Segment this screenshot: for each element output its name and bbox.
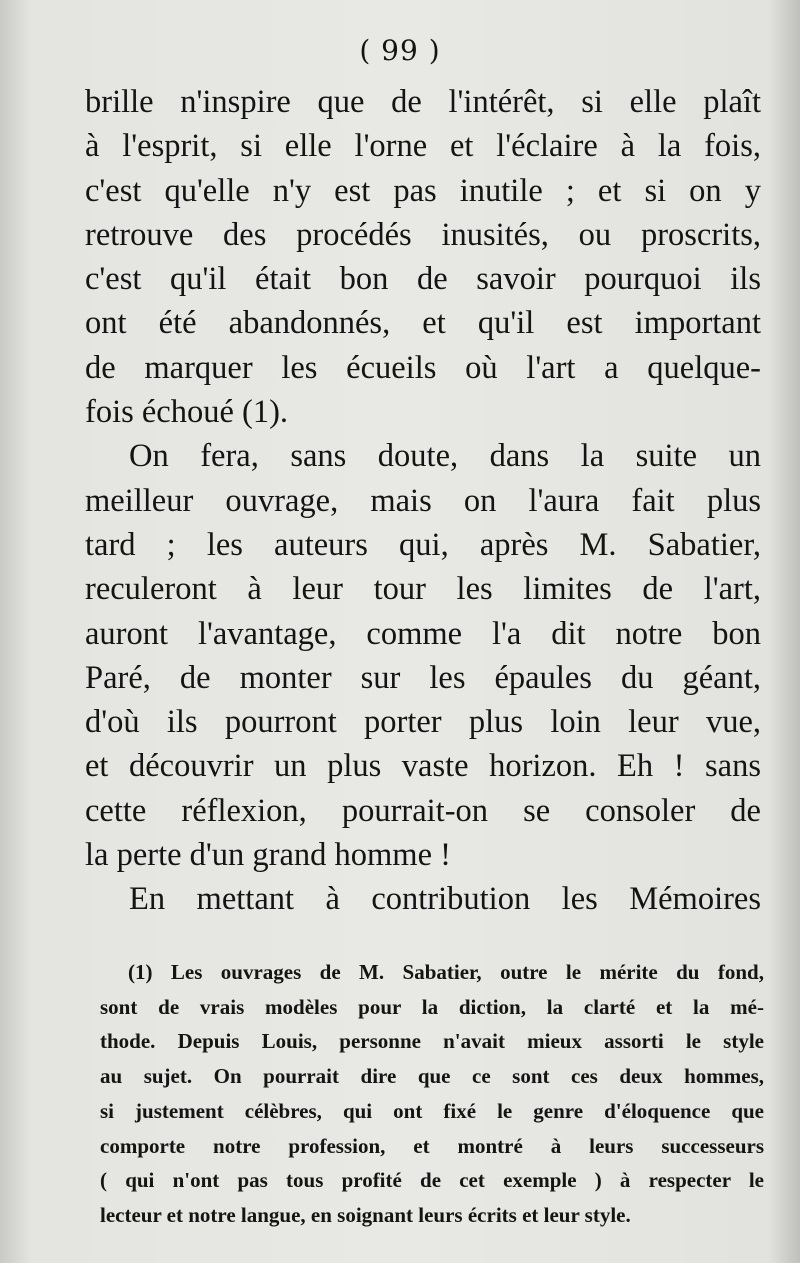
body-text bbox=[85, 80, 761, 922]
footnote bbox=[100, 955, 764, 1233]
text-line: On fera, sans doute, dans la suite un bbox=[129, 438, 761, 475]
text-line: ont été abandonnés, et qu'il est important bbox=[85, 305, 761, 342]
paragraph-1 bbox=[85, 80, 761, 434]
text-line: à l'esprit, si elle l'orne et l'éclaire à la fois, bbox=[85, 128, 761, 165]
text-line: fois échoué (1). bbox=[85, 394, 289, 431]
text-line: cette réflexion, pourrait-on se consoler de bbox=[85, 792, 761, 829]
text-line: c'est qu'elle n'y est pas inutile ; et si on y bbox=[85, 172, 761, 209]
footnote-line: sont de vrais modèles pour la diction, la clarté et la mé- bbox=[100, 994, 764, 1019]
text-line: d'où ils pourront porter plus loin leur vue, bbox=[85, 704, 761, 741]
paragraph-3 bbox=[85, 877, 761, 921]
paragraph-2 bbox=[85, 434, 761, 877]
text-line: retrouve des procédés inusités, ou proscrits, bbox=[85, 216, 761, 253]
page-number: ( 99 ) bbox=[359, 34, 441, 67]
text-line: meilleur ouvrage, mais on l'aura fait plus bbox=[85, 482, 761, 519]
footnote-line: lecteur et notre langue, en soignant leurs écrits et leur style. bbox=[100, 1202, 631, 1227]
text-line: et découvrir un plus vaste horizon. Eh ! sans bbox=[85, 748, 761, 785]
text-line: reculeront à leur tour les limites de l'art, bbox=[85, 571, 761, 608]
footnote-line: si justement célèbres, qui ont fixé le genre d'éloquence que bbox=[100, 1098, 764, 1123]
text-line: auront l'avantage, comme l'a dit notre bon bbox=[85, 615, 761, 652]
text-line: brille n'inspire que de l'intérêt, si elle plaît bbox=[85, 84, 761, 120]
text-line: tard ; les auteurs qui, après M. Sabatier, bbox=[85, 526, 761, 563]
footnote-line: thode. Depuis Louis, personne n'avait mieux assorti le style bbox=[100, 1029, 764, 1054]
footnote-line: comporte notre profession, et montré à leurs successeurs bbox=[100, 1133, 764, 1158]
text-line: En mettant à contribution les Mémoires bbox=[129, 881, 761, 918]
text-line: la perte d'un grand homme ! bbox=[85, 837, 451, 874]
footnote-line: au sujet. On pourrait dire que ce sont ces deux hommes, bbox=[100, 1064, 764, 1089]
footnote-line: ( qui n'ont pas tous profité de cet exemple ) à respecter le bbox=[100, 1168, 764, 1193]
text-line: de marquer les écueils où l'art a quelque- bbox=[85, 349, 761, 386]
text-line: Paré, de monter sur les épaules du géant, bbox=[85, 659, 761, 696]
text-line: c'est qu'il était bon de savoir pourquoi ils bbox=[85, 261, 761, 298]
footnote-line: (1) Les ouvrages de M. Sabatier, outre le mérite du fond, bbox=[128, 960, 764, 984]
